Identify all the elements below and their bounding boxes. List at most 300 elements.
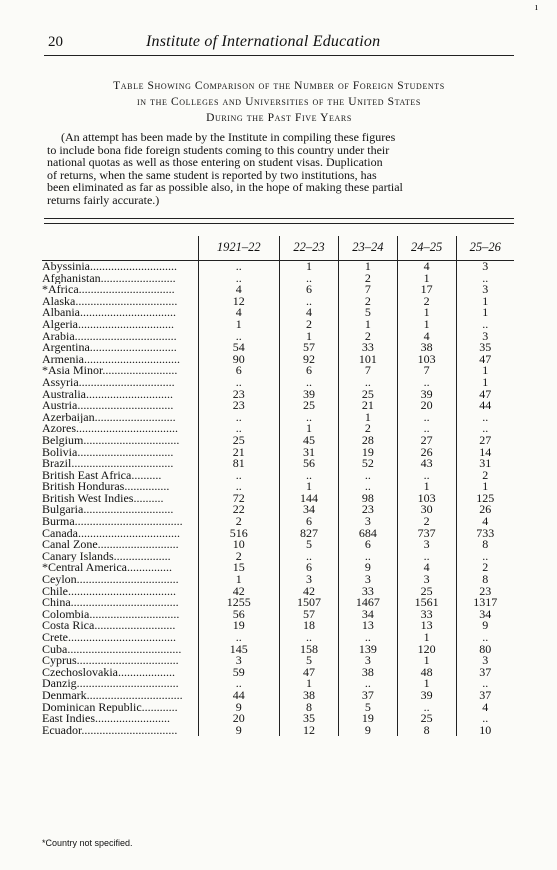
country-column-header <box>42 236 198 261</box>
leader-dots: ............................. <box>86 388 173 401</box>
country-name: Azores.................................. <box>42 423 178 435</box>
student-count: 1 <box>456 296 514 308</box>
country-name: Australia............................. <box>42 388 173 401</box>
country-name: *Asia Minor......................... <box>42 365 178 377</box>
table-row <box>42 725 514 737</box>
student-count: 1 <box>456 377 514 389</box>
student-count: 20 <box>397 400 456 412</box>
student-count: 39 <box>280 389 339 401</box>
table-row <box>42 481 514 493</box>
table-row <box>42 539 514 551</box>
student-count: 4 <box>397 562 456 574</box>
intro-line: to include bona fide foreign students coming to this country under their <box>47 142 390 157</box>
student-count: 47 <box>456 354 514 366</box>
table-row <box>42 319 514 331</box>
student-count: 57 <box>280 342 339 354</box>
student-count: .. <box>198 632 280 644</box>
table-row <box>42 562 514 574</box>
student-count: 3 <box>338 655 397 667</box>
student-count: 10 <box>198 539 280 551</box>
student-count: .. <box>397 470 456 482</box>
leader-dots: ................................ <box>80 307 176 319</box>
leader-dots: ......................... <box>100 272 176 285</box>
student-count: 15 <box>198 562 280 574</box>
student-count: .. <box>198 261 280 273</box>
table-row <box>42 690 514 702</box>
student-count: .. <box>198 412 280 424</box>
student-count: 72 <box>198 493 280 505</box>
student-count: 8 <box>397 725 456 737</box>
leader-dots: .................................... <box>68 632 176 644</box>
student-count: 2 <box>456 470 514 482</box>
page-number: 20 <box>48 34 63 50</box>
student-count: 2 <box>338 273 397 285</box>
intro-line: returns fairly accurate.) <box>47 192 160 207</box>
student-count: 20 <box>198 713 280 725</box>
table-row <box>42 331 514 343</box>
student-count: 145 <box>198 644 280 656</box>
table-row <box>42 273 514 285</box>
student-count: 31 <box>280 447 339 459</box>
student-count: 6 <box>280 284 339 296</box>
leader-dots: ................... <box>113 550 171 563</box>
student-count: 5 <box>280 655 339 667</box>
table-row <box>42 342 514 354</box>
student-count: .. <box>456 551 514 563</box>
student-count: .. <box>338 481 397 493</box>
country-name: Ecuador................................ <box>42 724 178 737</box>
student-count: 1 <box>280 261 339 273</box>
country-name: Czechoslovakia................... <box>42 666 175 679</box>
leader-dots: .................................... <box>68 585 176 598</box>
student-count: 2 <box>198 551 280 563</box>
country-name: Canal Zone........................... <box>42 539 179 551</box>
student-count: 2 <box>338 296 397 308</box>
student-count: 47 <box>280 667 339 679</box>
student-count: 45 <box>280 435 339 447</box>
student-count: 14 <box>456 447 514 459</box>
student-count: 4 <box>280 307 339 319</box>
student-count: .. <box>198 481 280 493</box>
year-header: 24–25 <box>397 236 456 261</box>
student-count: .. <box>198 377 280 389</box>
leader-dots: .......... <box>133 492 164 505</box>
student-count: 13 <box>338 620 397 632</box>
student-count: 737 <box>397 528 456 540</box>
student-count: 23 <box>338 504 397 516</box>
leader-dots: ........................... <box>97 539 179 551</box>
table-row <box>42 713 514 725</box>
student-count: 684 <box>338 528 397 540</box>
leader-dots: .............................. <box>83 504 174 517</box>
student-count: 37 <box>338 690 397 702</box>
student-count: 158 <box>280 644 339 656</box>
country-name: Abyssinia............................. <box>42 260 177 273</box>
student-count: 6 <box>338 539 397 551</box>
title-line: Table Showing Comparison of the Number of Foreign Students <box>113 80 445 92</box>
student-count: 54 <box>198 342 280 354</box>
student-count: .. <box>338 678 397 690</box>
table-row <box>42 678 514 690</box>
student-count: 5 <box>280 539 339 551</box>
student-count: 23 <box>198 389 280 401</box>
student-count: 56 <box>198 609 280 621</box>
student-count: 3 <box>456 331 514 343</box>
student-count: .. <box>338 377 397 389</box>
country-name: Ceylon.................................. <box>42 574 179 586</box>
footnote: *Country not specified. <box>42 838 133 848</box>
student-count: 120 <box>397 644 456 656</box>
student-count: 516 <box>198 528 280 540</box>
student-count: 1 <box>397 319 456 331</box>
student-count: 37 <box>456 667 514 679</box>
student-count: 4 <box>397 261 456 273</box>
running-head: Institute of International Education <box>146 33 381 50</box>
student-count: .. <box>280 296 339 308</box>
student-count: 2 <box>397 516 456 528</box>
student-count: 5 <box>338 307 397 319</box>
student-count: 81 <box>198 458 280 470</box>
student-count: 9 <box>338 562 397 574</box>
student-count: 1 <box>397 655 456 667</box>
country-name: British West Indies.......... <box>42 492 164 505</box>
student-count: 1 <box>280 678 339 690</box>
student-count: 25 <box>397 713 456 725</box>
student-count: 6 <box>280 516 339 528</box>
intro-line: of returns, when the same student is reported by two institutions, has <box>47 167 377 182</box>
table-row <box>42 516 514 528</box>
student-count: 1 <box>198 319 280 331</box>
student-count: .. <box>397 551 456 563</box>
leader-dots: ........................... <box>94 620 176 632</box>
student-count: 1 <box>456 365 514 377</box>
leader-dots: ............ <box>141 701 178 714</box>
table-row <box>42 296 514 308</box>
table-row <box>42 400 514 412</box>
student-count: .. <box>456 713 514 725</box>
student-count: 30 <box>397 504 456 516</box>
student-count: 2 <box>198 516 280 528</box>
leader-dots: ................................ <box>78 376 175 389</box>
leader-dots: .................................... <box>74 516 183 528</box>
student-count: 6 <box>280 365 339 377</box>
country-name: Assyria................................ <box>42 376 175 389</box>
student-count: 3 <box>456 284 514 296</box>
table-body <box>42 261 514 737</box>
leader-dots: .......... <box>131 469 162 482</box>
country-name: Cuba...................................... <box>42 643 182 656</box>
student-count: 47 <box>456 389 514 401</box>
student-count: 1 <box>280 481 339 493</box>
student-count: 56 <box>280 458 339 470</box>
student-count: 25 <box>198 435 280 447</box>
table-row <box>42 354 514 366</box>
leader-dots: ............................. <box>90 260 177 273</box>
student-count: .. <box>338 470 397 482</box>
student-count: 21 <box>198 447 280 459</box>
leader-dots: ................................ <box>77 446 174 459</box>
student-count: 8 <box>456 574 514 586</box>
country-name: Arabia.................................. <box>42 330 177 343</box>
student-count: 59 <box>198 667 280 679</box>
table-row <box>42 307 514 319</box>
student-count: 827 <box>280 528 339 540</box>
table-row <box>42 447 514 459</box>
student-count: 38 <box>280 690 339 702</box>
leader-dots: ............... <box>124 481 170 493</box>
table-row <box>42 551 514 563</box>
student-count: .. <box>456 319 514 331</box>
student-count: 23 <box>198 400 280 412</box>
year-header: 22–23 <box>280 236 339 261</box>
student-count: 144 <box>280 493 339 505</box>
student-count: 19 <box>338 713 397 725</box>
leader-dots: .................................. <box>75 423 178 435</box>
leader-dots: ................................ <box>78 284 175 296</box>
student-count: 1 <box>280 423 339 435</box>
student-count: 25 <box>280 400 339 412</box>
leader-dots: ................................ <box>86 689 183 702</box>
student-count: 12 <box>280 725 339 737</box>
country-name: British Honduras............... <box>42 481 170 493</box>
leader-dots: .................................. <box>75 295 178 308</box>
student-count: 1 <box>456 307 514 319</box>
intro-line: been eliminated as far as possible also, in the hope of making these partial <box>47 180 403 195</box>
country-name: Denmark................................ <box>42 689 183 702</box>
student-count: 44 <box>198 690 280 702</box>
student-count: 26 <box>456 504 514 516</box>
student-count: 35 <box>456 342 514 354</box>
student-count: 39 <box>397 389 456 401</box>
country-name: British East Africa.......... <box>42 469 162 482</box>
student-count: 3 <box>397 574 456 586</box>
header-rule <box>44 55 514 56</box>
country-name: Bulgaria.............................. <box>42 504 174 517</box>
student-count: 3 <box>456 655 514 667</box>
student-count: 33 <box>338 586 397 598</box>
student-count: 2 <box>338 331 397 343</box>
student-count: 2 <box>338 423 397 435</box>
country-name: East Indies......................... <box>42 713 170 725</box>
student-count: 27 <box>397 435 456 447</box>
student-count: 17 <box>397 284 456 296</box>
header-row <box>42 236 514 261</box>
student-count: 43 <box>397 458 456 470</box>
student-count: 31 <box>456 458 514 470</box>
country-name: Albania................................ <box>42 307 176 319</box>
country-name: Costa Rica........................... <box>42 620 176 632</box>
student-count: .. <box>280 551 339 563</box>
title-line: in the Colleges and Universities of the United States <box>137 96 421 108</box>
student-count: 44 <box>456 400 514 412</box>
student-count: 13 <box>397 620 456 632</box>
student-count: 27 <box>456 435 514 447</box>
student-count: 19 <box>198 620 280 632</box>
student-count: .. <box>280 632 339 644</box>
country-name: Dominican Republic............ <box>42 701 178 714</box>
student-count: 9 <box>456 620 514 632</box>
student-count: 2 <box>280 319 339 331</box>
country-name: Crete.................................... <box>42 632 176 644</box>
student-count: 3 <box>338 574 397 586</box>
student-count: 1 <box>280 331 339 343</box>
student-count: 3 <box>280 574 339 586</box>
intro-note <box>47 131 512 207</box>
student-count: 3 <box>456 261 514 273</box>
student-count: 5 <box>338 702 397 714</box>
student-count: 90 <box>198 354 280 366</box>
student-count: 4 <box>456 516 514 528</box>
student-count: .. <box>397 377 456 389</box>
country-name: Canary Islands................... <box>42 550 171 563</box>
leader-dots: ......................... <box>95 713 170 725</box>
student-count: .. <box>198 331 280 343</box>
student-count: .. <box>456 423 514 435</box>
student-count: 33 <box>397 609 456 621</box>
country-name: Canada.................................. <box>42 527 180 540</box>
student-count: 48 <box>397 667 456 679</box>
leader-dots: ............... <box>126 562 172 575</box>
leader-dots: .................................. <box>74 330 177 343</box>
student-count: 8 <box>280 702 339 714</box>
table-row <box>42 435 514 447</box>
student-count: 1 <box>397 678 456 690</box>
country-name: Alaska.................................. <box>42 295 178 308</box>
student-count: 1 <box>338 261 397 273</box>
student-count: 7 <box>338 365 397 377</box>
student-count: .. <box>280 412 339 424</box>
table-top-rule <box>44 218 514 219</box>
student-count: .. <box>280 273 339 285</box>
table-row <box>42 702 514 714</box>
intro-line: national quotas as well as those entering on student visas. Duplication <box>47 155 383 170</box>
student-count: 28 <box>338 435 397 447</box>
leader-dots: .................................. <box>71 458 174 470</box>
country-name: Austria................................ <box>42 400 174 412</box>
student-count: 1467 <box>338 597 397 609</box>
leader-dots: .................................. <box>76 655 179 667</box>
title-line: During the Past Five Years <box>206 112 352 124</box>
table-row <box>42 458 514 470</box>
student-count: 9 <box>338 725 397 737</box>
student-count: 18 <box>280 620 339 632</box>
country-name: *Africa................................ <box>42 284 175 296</box>
student-count: 1 <box>338 412 397 424</box>
table-row <box>42 528 514 540</box>
table-row <box>42 597 514 609</box>
student-count: .. <box>198 423 280 435</box>
student-count: 1 <box>456 481 514 493</box>
leader-dots: ......................... <box>102 365 178 377</box>
table-row <box>42 470 514 482</box>
leader-dots: ................................ <box>83 353 180 366</box>
margin-mark: ı <box>535 2 538 13</box>
table-row <box>42 284 514 296</box>
student-count: 25 <box>338 389 397 401</box>
student-count: 1255 <box>198 597 280 609</box>
student-count: 52 <box>338 458 397 470</box>
country-name: Bolivia................................ <box>42 446 174 459</box>
student-count: 42 <box>280 586 339 598</box>
country-name: *Central America............... <box>42 562 172 575</box>
student-count: 92 <box>280 354 339 366</box>
student-count: 80 <box>456 644 514 656</box>
leader-dots: .................................... <box>70 597 179 609</box>
student-count: .. <box>397 423 456 435</box>
leader-dots: ...................................... <box>67 643 182 656</box>
leader-dots: .................................. <box>76 678 179 690</box>
intro-line: (An attempt has been made by the Institute in compiling these figures <box>61 130 396 144</box>
student-count: 103 <box>397 493 456 505</box>
student-count: 1 <box>338 319 397 331</box>
student-count: 1 <box>397 481 456 493</box>
student-count: 38 <box>397 342 456 354</box>
table-row <box>42 620 514 632</box>
leader-dots: ............................. <box>89 342 177 354</box>
student-count: 1507 <box>280 597 339 609</box>
table-row <box>42 655 514 667</box>
student-count: 4 <box>198 284 280 296</box>
student-count: 2 <box>456 562 514 574</box>
student-count: 34 <box>456 609 514 621</box>
student-count: 25 <box>397 586 456 598</box>
leader-dots: .............................. <box>89 608 180 621</box>
student-count: 6 <box>198 365 280 377</box>
student-count: 3 <box>198 655 280 667</box>
table-row <box>42 504 514 516</box>
student-count: 103 <box>397 354 456 366</box>
year-header: 1921–22 <box>198 236 280 261</box>
student-count: 39 <box>397 690 456 702</box>
student-count: .. <box>397 702 456 714</box>
year-header: 25–26 <box>456 236 514 261</box>
student-count: 19 <box>338 447 397 459</box>
table-row <box>42 412 514 424</box>
student-count: .. <box>198 678 280 690</box>
student-count: 37 <box>456 690 514 702</box>
student-count: 33 <box>338 342 397 354</box>
country-name: Colombia.............................. <box>42 608 180 621</box>
country-name: Argentina............................. <box>42 342 177 354</box>
country-name: Azerbaijan........................... <box>42 411 176 424</box>
table-top-rule-2 <box>44 223 514 224</box>
country-name: Chile.................................... <box>42 585 176 598</box>
student-count: 4 <box>397 331 456 343</box>
student-count: .. <box>280 377 339 389</box>
student-count: 38 <box>338 667 397 679</box>
country-name: China.................................... <box>42 597 179 609</box>
table-row <box>42 667 514 679</box>
table-row <box>42 632 514 644</box>
student-count: 1 <box>397 632 456 644</box>
table-row <box>42 574 514 586</box>
student-count: 7 <box>397 365 456 377</box>
leader-dots: ........................... <box>94 411 176 424</box>
student-count: .. <box>397 412 456 424</box>
student-count: 98 <box>338 493 397 505</box>
table-row <box>42 389 514 401</box>
country-name: Armenia................................ <box>42 353 180 366</box>
table-row <box>42 377 514 389</box>
student-count: 6 <box>280 562 339 574</box>
leader-dots: .................................. <box>76 574 179 586</box>
table-row <box>42 609 514 621</box>
table-row <box>42 644 514 656</box>
student-count: 22 <box>198 504 280 516</box>
student-count: .. <box>456 412 514 424</box>
student-count: 34 <box>338 609 397 621</box>
table-row <box>42 365 514 377</box>
